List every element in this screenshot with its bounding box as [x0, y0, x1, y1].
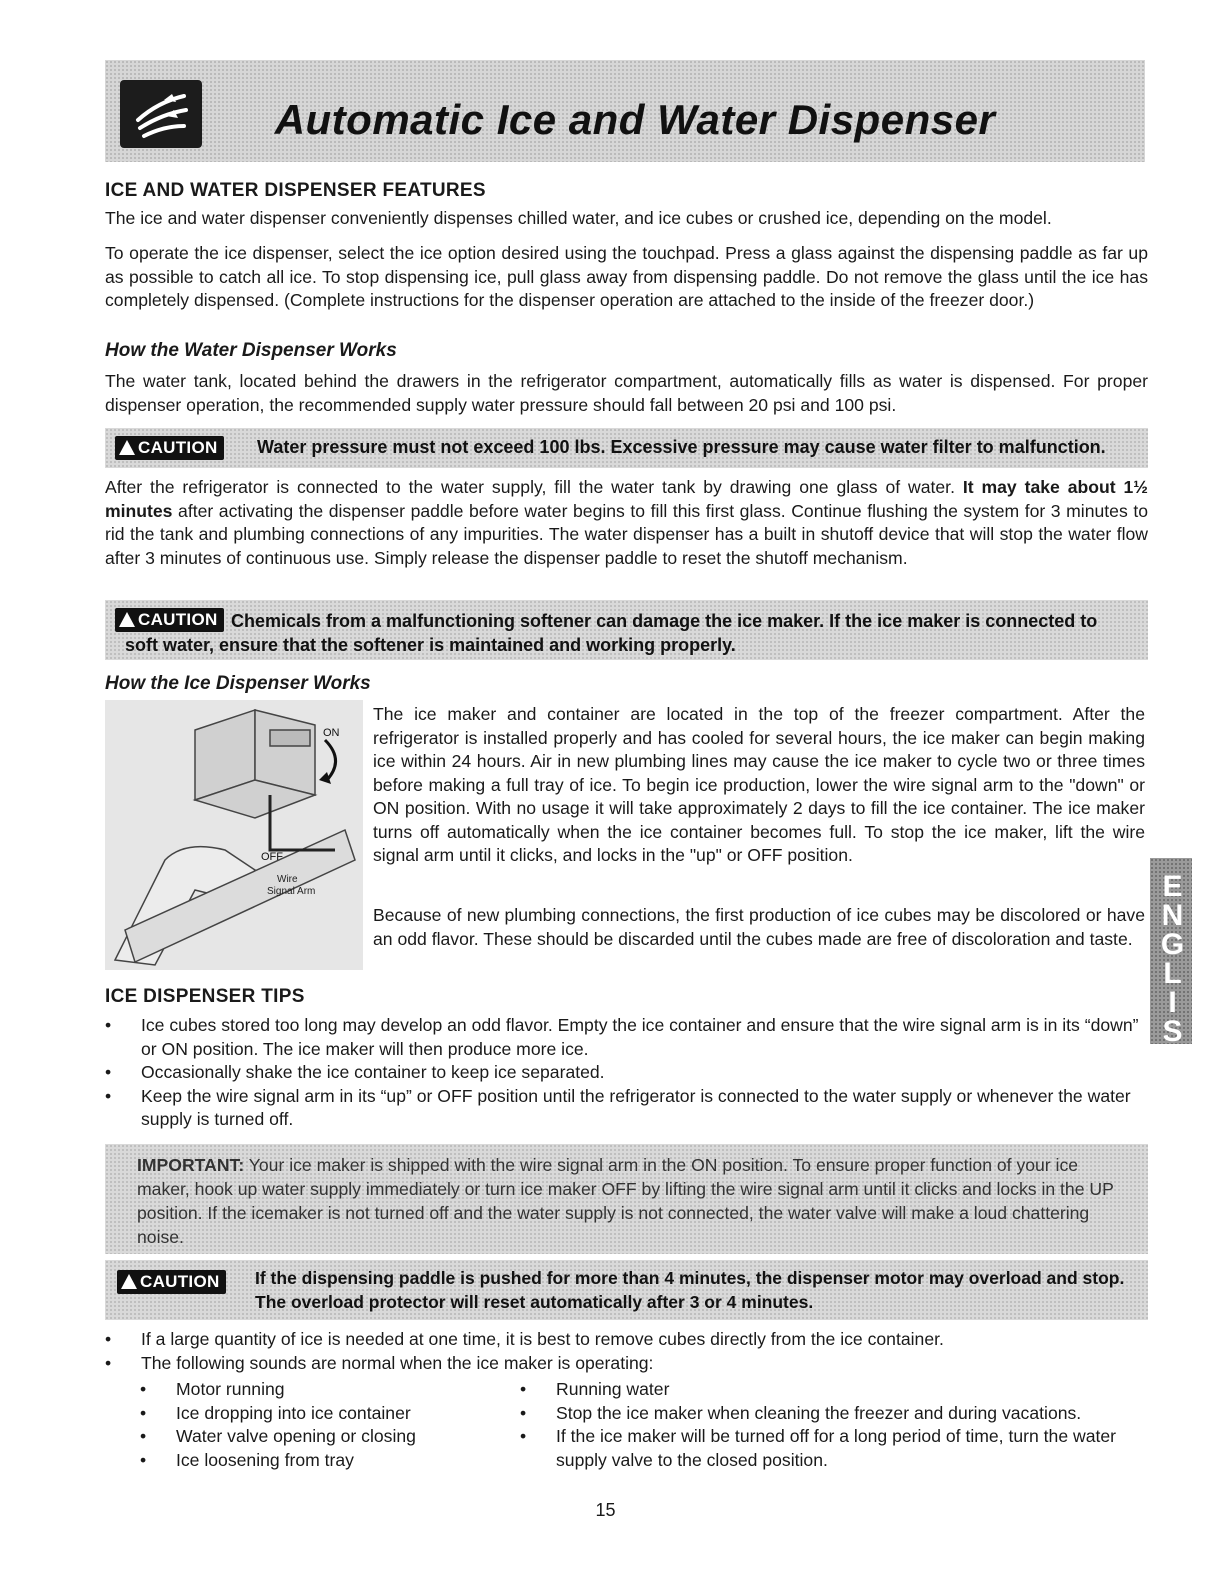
ice-maker-text: The ice maker and container are located in the top of the freezer compartment. After the refrigerator is installed properly and has cooled for several hours, the ice maker can begin making ice within 24 hours. Air in new plumbing lines may cause the ice maker to cycle two or three times before making a full tray of ice. To begin ice production, lower the wire signal arm to the "down" or ON position. With no usage it will take approximately 2 days to fill the ice container. The ice maker turns off automatically when the ice container becomes full. To stop the ice maker, lift the wire signal arm until it clicks, and locks in the "up" or OFF position. [373, 704, 1145, 865]
ice-maker-illustration [105, 700, 363, 970]
page-title: Automatic Ice and Water Dispenser [274, 96, 996, 143]
caution-box-softener [105, 600, 1148, 660]
illus-arm-label-2: Signal Arm [267, 886, 316, 897]
list-item: • Occasionally shake the ice container to keep ice separated. [105, 1061, 1148, 1085]
ice-heading: How the Ice Dispenser Works [105, 673, 371, 694]
side-tab-label: ENGLISH [1156, 870, 1189, 1073]
important-label: IMPORTANT: [137, 1155, 245, 1175]
water-heading: How the Water Dispenser Works [105, 340, 397, 361]
illus-arm-label-1: Wire [277, 874, 298, 885]
caution-label: CAUTION [138, 438, 218, 457]
list-item: • Running water [520, 1378, 1148, 1402]
sounds-list-right [520, 1378, 1148, 1472]
illus-on-label: ON [323, 727, 340, 739]
warning-icon [121, 1274, 137, 1289]
features-intro: The ice and water dispenser conveniently dispenses chilled water, and ice cubes or crushed ice, depending on the model. [105, 208, 1052, 228]
list-item: • Ice dropping into ice container [140, 1402, 500, 1426]
features-operate: To operate the ice dispenser, select the ice option desired using the touchpad. Press a glass against the dispensing paddle as far up as possible to catch all ice. To stop dispensing ice, pull glass away from dispensing paddle. Do not remove the glass until the ice has completely dispensed. (Complete instructions for the dispenser operation are attached to the inside of the freezer door.) [105, 243, 1148, 310]
water-flush-b: after activating the dispenser paddle before water begins to fill this first glass. Continue flushing the system for 3 minutes to rid the tank and plumbing connections of any impurities. The water dispenser has a built in shutoff device that will stop the water flow after 3 minutes of continuous use. Simply release the dispenser paddle to reset the shutoff mechanism. [105, 500, 1148, 568]
caution-label: CAUTION [140, 1272, 220, 1291]
water-tank-text: The water tank, located behind the drawers in the refrigerator compartment, automatically fills as water is dispensed. For proper dispenser operation, the recommended supply water pressure should fall between 20 psi and 100 psi. [105, 371, 1148, 415]
ice-logo-icon [120, 80, 202, 148]
tips-list-2 [105, 1328, 1148, 1375]
illus-off-label: OFF [261, 851, 283, 863]
list-item: • Ice cubes stored too long may develop an odd flavor. Empty the ice container and ensure that the wire signal arm is in its “down” or ON position. The ice maker will then produce more ice. [105, 1014, 1148, 1061]
language-side-tab [1150, 858, 1192, 1073]
caution-softener-text: Chemicals from a malfunctioning softener can damage the ice maker. If the ice maker is connected to soft water, ensure that the softener is maintained and working properly. [125, 611, 1098, 655]
water-flush-bold: It may take about 1½ minutes [105, 477, 1148, 521]
ice-discolor-text: Because of new plumbing connections, the first production of ice cubes may be discolored or have an odd flavor. These should be discarded until the cubes made are free of discoloration and taste. [373, 905, 1145, 949]
list-item: • Stop the ice maker when cleaning the freezer and during vacations. [520, 1402, 1148, 1426]
list-item: • The following sounds are normal when the ice maker is operating: [105, 1352, 1148, 1376]
caution-label: CAUTION [138, 610, 218, 629]
page-number: 15 [595, 1500, 616, 1520]
caution-badge [115, 436, 224, 460]
caution-overload-text: If the dispensing paddle is pushed for more than 4 minutes, the dispenser motor may overload and stop. The overload protector will reset automatically after 3 or 4 minutes. [255, 1268, 1125, 1312]
list-item: • If a large quantity of ice is needed at one time, it is best to remove cubes directly from the ice container. [105, 1328, 1148, 1352]
list-item: • Motor running [140, 1378, 500, 1402]
caution-pressure-text: Water pressure must not exceed 100 lbs. Excessive pressure may cause water filter to malfunction. [257, 437, 1106, 457]
list-item: • Ice loosening from tray [140, 1449, 500, 1473]
caution-box-overload [105, 1260, 1148, 1320]
caution-badge [117, 1270, 226, 1294]
tips-heading: ICE DISPENSER TIPS [105, 986, 305, 1007]
list-item: • Keep the wire signal arm in its “up” or OFF position until the refrigerator is connected to the water supply or whenever the water supply is turned off. [105, 1085, 1148, 1132]
important-body: Your ice maker is shipped with the wire signal arm in the ON position. To ensure proper function of your ice maker, hook up water supply immediately or turn ice maker OFF by lifting the wire signal arm until it clicks and locks in the UP position. If the icemaker is not turned off and the water supply is not connected, the water valve will make a loud chattering noise. [137, 1155, 1114, 1247]
warning-icon [119, 440, 135, 455]
sounds-list-left [140, 1378, 500, 1472]
list-item: • Water valve opening or closing [140, 1425, 500, 1449]
important-text [137, 1153, 1127, 1249]
water-flush-text [105, 476, 1148, 570]
tips-list [105, 1014, 1148, 1132]
water-flush-a: After the refrigerator is connected to the water supply, fill the water tank by drawing one glass of water. [105, 477, 963, 497]
important-box [105, 1144, 1148, 1254]
caution-box-pressure [105, 428, 1148, 468]
list-item: • If the ice maker will be turned off for a long period of time, turn the water supply valve to the closed position. [520, 1425, 1148, 1472]
features-heading: ICE AND WATER DISPENSER FEATURES [105, 180, 486, 201]
